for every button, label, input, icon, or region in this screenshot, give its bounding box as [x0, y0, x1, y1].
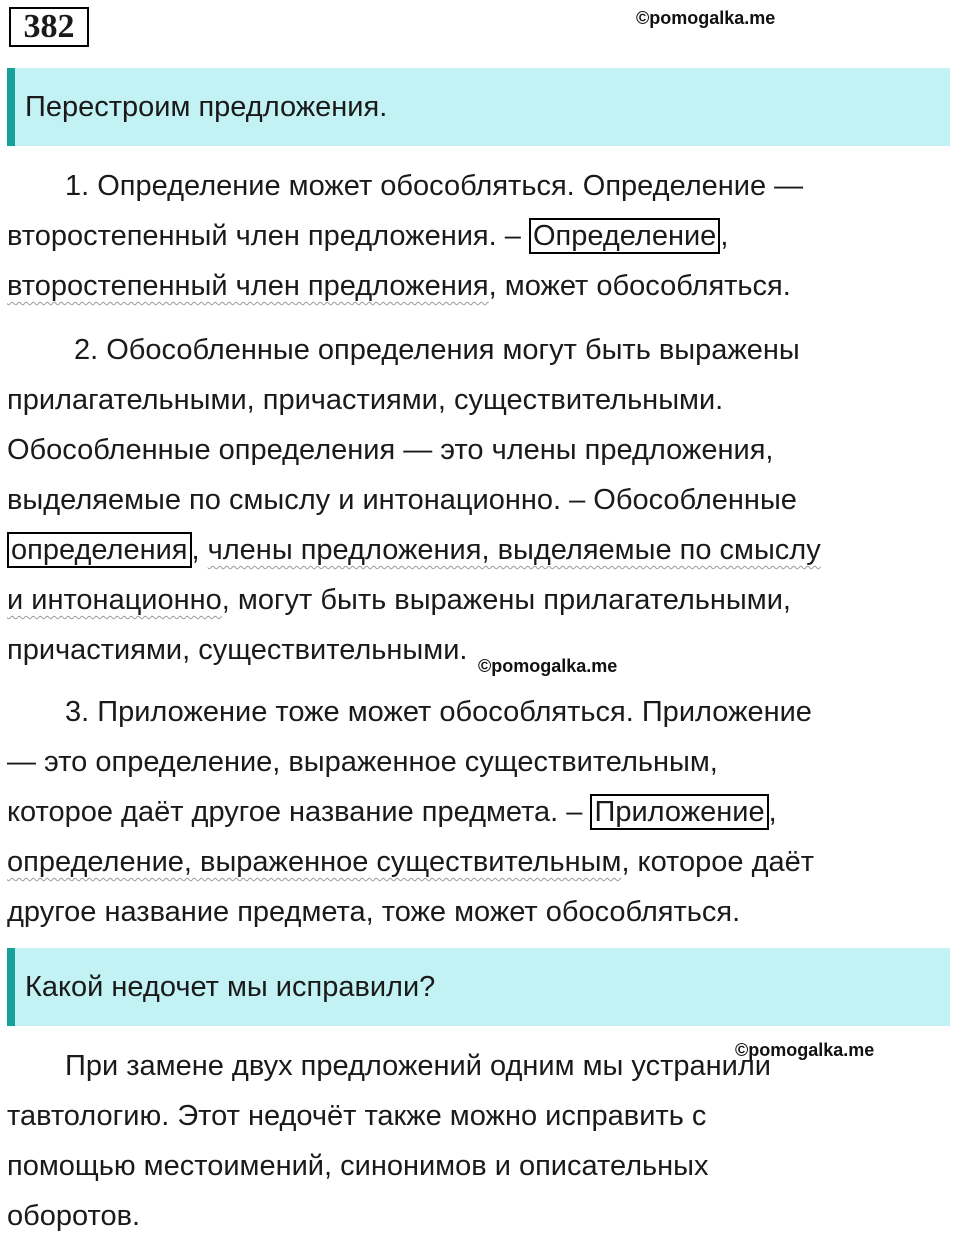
- item-2-line-5: [7, 525, 957, 575]
- answer-line-2: тавтологию. Этот недочёт также можно исправить с: [7, 1100, 707, 1132]
- item-2-line-6: [7, 575, 957, 625]
- answer-line-3: помощью местоимений, синонимов и описательных: [7, 1150, 709, 1182]
- item-1-line-2: [7, 211, 957, 261]
- appositive-underline-1: второстепенный член предложения: [7, 270, 489, 302]
- item-1-line-3: [7, 261, 957, 311]
- item-1-line-1: 1. Определение может обособляться. Определение —: [65, 170, 804, 202]
- item-3-line-3-text: которое даёт другое название предмета. –: [7, 796, 591, 828]
- item-2-line-1: 2. Обособленные определения могут быть выражены: [74, 334, 800, 366]
- watermark-top: ©pomogalka.me: [636, 8, 776, 28]
- subject-box-definition: Определение: [529, 218, 720, 254]
- appositive-underline-3: определение, выраженное существительным: [7, 846, 622, 878]
- item-3-line-5: другое название предмета, тоже может обособляться.: [7, 896, 741, 928]
- subject-box-definitions: определения: [7, 532, 192, 568]
- answer-line-4: оборотов.: [7, 1200, 141, 1232]
- item-3-line-2: — это определение, выраженное существительным,: [7, 746, 718, 778]
- item-3-line-4-rest: , которое даёт: [621, 846, 815, 878]
- item-3-line-4: [7, 837, 957, 887]
- task-number: 382: [9, 7, 89, 47]
- section-heading-flaw: Какой недочет мы исправили?: [7, 948, 950, 1026]
- section-heading-restructure: Перестроим предложения.: [7, 68, 950, 146]
- item-3-comma: ,: [768, 796, 777, 828]
- appositive-underline-2b: и интонационно: [7, 584, 222, 616]
- item-2-line-3: Обособленные определения — это члены предложения,: [7, 434, 774, 466]
- item-2-comma: ,: [191, 534, 208, 566]
- answer-line-1: При замене двух предложений одним мы устранили: [65, 1050, 771, 1082]
- appositive-underline-2a: члены предложения, выделяемые по смыслу: [207, 534, 821, 566]
- watermark-middle: ©pomogalka.me: [478, 656, 618, 676]
- item-2-line-7: причастиями, существительными.: [7, 634, 468, 666]
- subject-box-apposition: Приложение: [590, 794, 768, 830]
- item-2: [7, 325, 957, 675]
- item-3-line-3: [7, 787, 957, 837]
- item-3-line-1: 3. Приложение тоже может обособляться. Приложение: [65, 696, 812, 728]
- item-1: [7, 161, 957, 311]
- item-2-line-2: прилагательными, причастиями, существительными.: [7, 384, 724, 416]
- watermark-bottom: ©pomogalka.me: [735, 1040, 875, 1060]
- item-3: [7, 687, 957, 937]
- item-1-line-2-text: второстепенный член предложения. –: [7, 220, 529, 252]
- item-2-line-6-rest: , могут быть выражены прилагательными,: [221, 584, 791, 616]
- item-1-line-3-rest: , может обособляться.: [488, 270, 791, 302]
- answer-paragraph: [7, 1041, 957, 1241]
- item-2-line-4: выделяемые по смыслу и интонационно. – Обособленные: [7, 484, 797, 516]
- item-1-comma: ,: [720, 220, 729, 252]
